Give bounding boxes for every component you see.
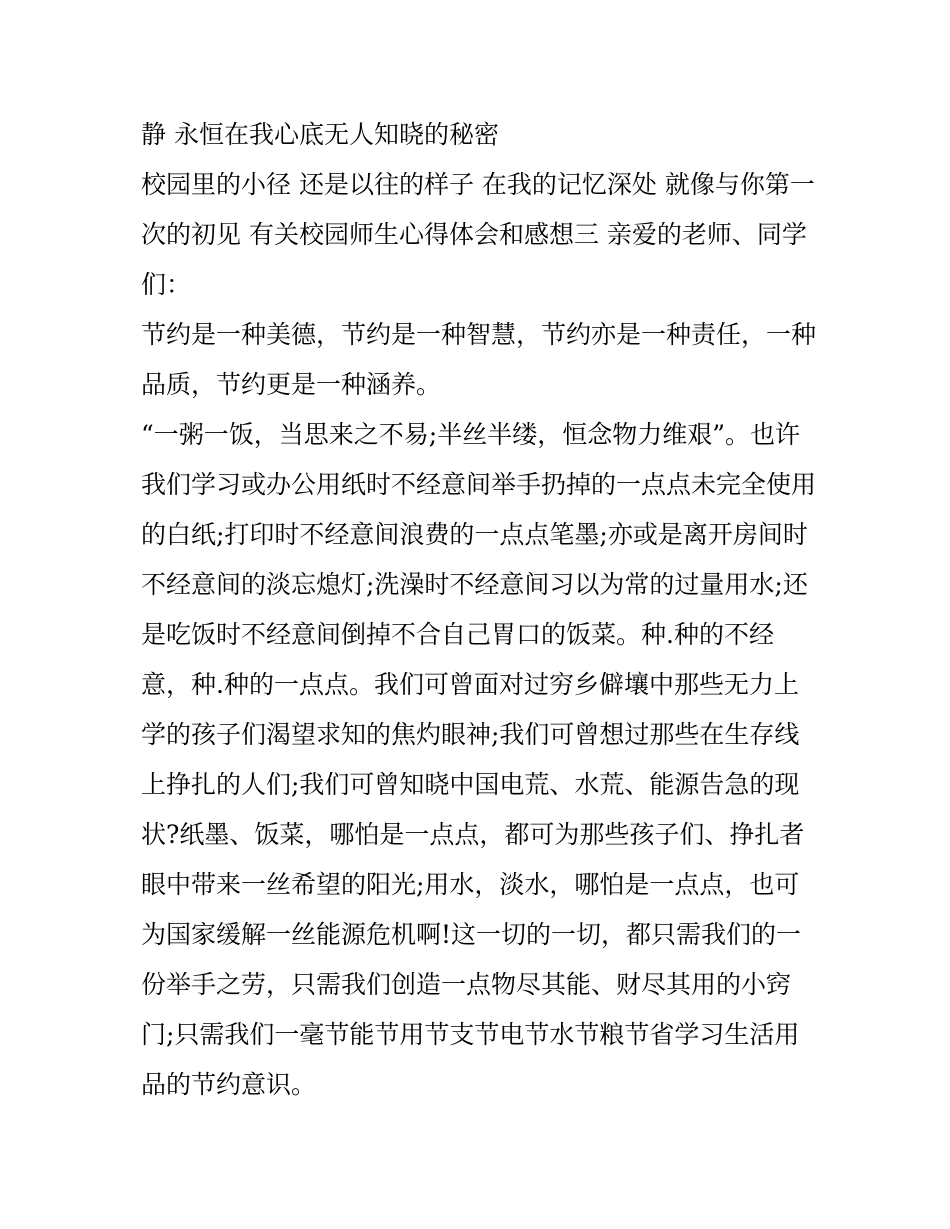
text-line: 品质，节约更是一种涵养。 (141, 370, 442, 399)
text-line: 状?纸墨、饭菜，哪怕是一点点，都可为那些孩子们、挣扎者 (141, 820, 805, 849)
text-line: 品的节约意识。 (141, 1070, 317, 1099)
text-line: “一粥一饭，当思来之不易;半丝半缕，恒念物力维艰”。也许 (141, 420, 800, 449)
text-line: 校园里的小径 还是以往的样子 在我的记忆深处 就像与你第一 (141, 170, 815, 199)
text-line: 为国家缓解一丝能源危机啊!这一切的一切，都只需我们的一 (141, 920, 802, 949)
text-line: 次的初见 有关校园师生心得体会和感想三 亲爱的老师、同学 (141, 220, 807, 249)
text-line: 的白纸;打印时不经意间浪费的一点点笔墨;亦或是离开房间时 (141, 520, 808, 549)
text-line: 们： (141, 270, 192, 299)
text-line: 节约是一种美德，节约是一种智慧，节约亦是一种责任，一种 (141, 320, 817, 349)
text-line: 上挣扎的人们;我们可曾知晓中国电荒、水荒、能源告急的现 (141, 770, 800, 799)
document-body (141, 110, 821, 1110)
text-line: 学的孩子们渴望求知的焦灼眼神;我们可曾想过那些在生存线 (141, 720, 800, 749)
text-line: 份举手之劳，只需我们创造一点物尽其能、财尽其用的小窍 (141, 970, 792, 999)
text-line: 静 永恒在我心底无人知晓的秘密 (141, 120, 499, 149)
text-line: 眼中带来一丝希望的阳光;用水，淡水，哪怕是一点点，也可 (141, 870, 800, 899)
text-line: 是吃饭时不经意间倒掉不合自己胃口的饭菜。种.种的不经 (141, 620, 774, 649)
text-line: 我们学习或办公用纸时不经意间举手扔掉的一点点未完全使用 (141, 470, 817, 499)
text-line: 门;只需我们一毫节能节用节支节电节水节粮节省学习生活用 (141, 1020, 800, 1049)
text-line: 不经意间的淡忘熄灯;洗澡时不经意间习以为常的过量用水;还 (141, 570, 808, 599)
text-line: 意，种.种的一点点。我们可曾面对过穷乡僻壤中那些无力上 (141, 670, 799, 699)
